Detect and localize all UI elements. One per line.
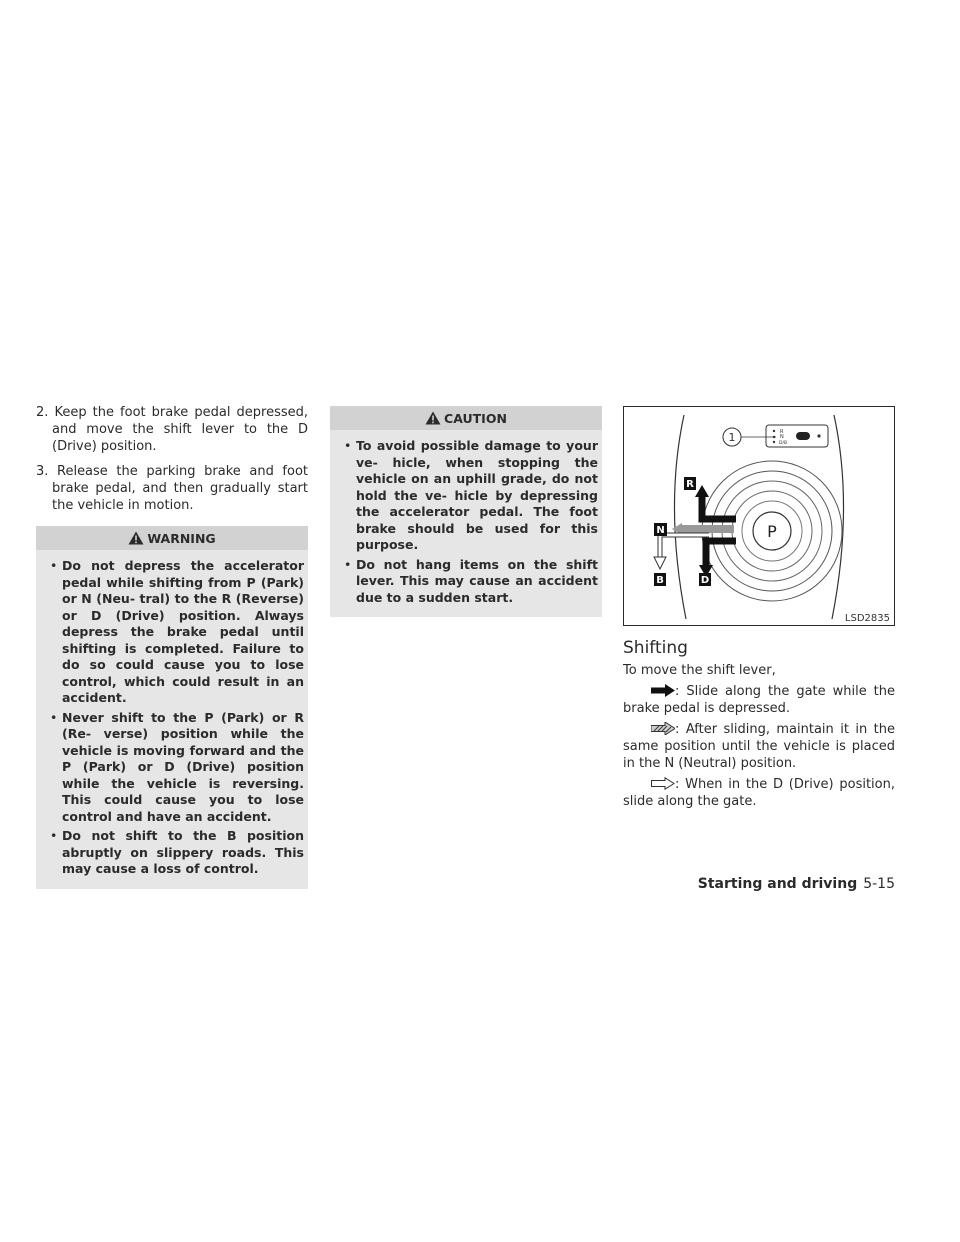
indicator-n: N [780,434,784,440]
legend-text: : Slide along the gate while the brake pedal is depressed. [623,684,895,716]
label-b [654,573,666,586]
section-intro: To move the shift lever, [623,663,776,678]
chapter-title: Starting and driving [697,876,858,892]
label-b-text: B [656,575,664,586]
left-column [36,404,308,889]
label-d [699,573,711,586]
shift-lever-figure [623,406,895,626]
warning-title: WARNING [147,530,216,546]
callout-1: 1 [728,431,736,444]
section-title: Shifting [623,638,688,658]
legend-text: : After sliding, maintain it in the same position until the vehicle is placed in the N (Neutral) position. [623,722,895,771]
solid-arrow-icon [651,684,675,697]
shift-lever-illustration [624,407,894,625]
caution-item: • Do not hang items on the shift lever. This may cause an accident due to a sudden start. [344,557,598,607]
caution-header [330,406,602,430]
warning-triangle-icon [128,531,144,545]
figure-code: LSD2835 [844,613,890,624]
warning-header [36,526,308,550]
right-column [623,406,895,814]
caution-item: • To avoid possible damage to your ve- hicle, when stopping the vehicle on an uphill grade, do not hold the ve- hicle by depressing the accelerator pedal. The foot brake should be used for this purpose. [344,438,598,554]
warning-item: • Do not shift to the B position abruptly on slippery roads. This may cause a loss of control. [50,828,304,878]
step-3: 3. Release the parking brake and foot brake pedal, and then gradually start the vehicle in motion. [36,464,308,513]
label-n-text: N [656,525,665,536]
warning-item: • Do not depress the accelerator pedal while shifting from P (Park) or N (Neu- tral) to the R (Reverse) or D (Drive) position. Always depress the brake pedal until shifting is completed. Failure to do so could cause you to lose control, which could result in an accident. [50,558,304,707]
warning-item: • Never shift to the P (Park) or R (Re- verse) position while the vehicle is moving forward and the P (Park) or D (Drive) position while the vehicle is reversing. This could cause you to lose control and have an accident. [50,710,304,826]
caution-triangle-icon [425,411,441,425]
indicator-db: D/B [779,441,788,446]
hatched-arrow-icon [651,722,675,735]
label-r [684,477,696,490]
indicator-r: R [780,429,784,435]
legend-item-outline [623,776,895,810]
middle-column [330,406,602,617]
warning-box [36,526,308,889]
caution-title: CAUTION [444,410,507,426]
legend-item-hatched [623,721,895,772]
outline-arrow-icon [651,777,675,790]
park-button-label: P [767,522,777,541]
page-number: 5-15 [863,876,895,892]
label-d-text: D [700,575,710,586]
caution-box [330,406,602,617]
page-footer [698,876,895,892]
legend-text: : When in the D (Drive) position, slide along the gate. [623,777,895,809]
label-r-text: R [686,479,694,490]
step-2: 2. Keep the foot brake pedal depressed, and move the shift lever to the D (Drive) position. [36,405,308,454]
legend-item-solid [623,683,895,717]
label-n [654,523,667,536]
